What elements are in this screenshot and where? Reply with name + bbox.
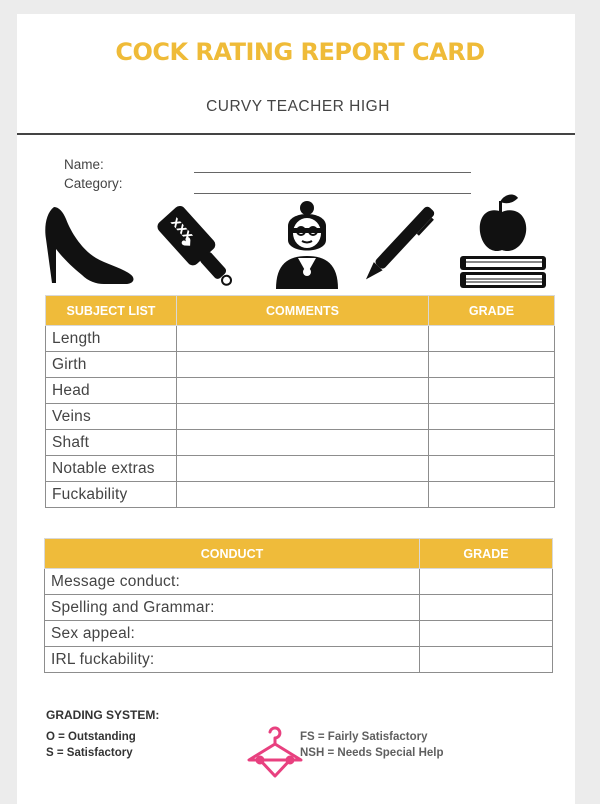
table-row [45, 595, 553, 621]
grade-fairly-satisfactory: FS = Fairly Satisfactory [300, 731, 428, 743]
grade-cell[interactable] [420, 595, 553, 621]
subject-header: SUBJECT LIST [46, 296, 177, 326]
table-row [46, 430, 555, 456]
table-row [45, 569, 553, 595]
table-row [46, 404, 555, 430]
table-row [45, 647, 553, 673]
page-title: COCK RATING REPORT CARD [115, 38, 485, 66]
grade-cell[interactable] [429, 456, 555, 482]
subject-cell: Girth [46, 352, 177, 378]
grade-cell[interactable] [429, 326, 555, 352]
subject-cell: Shaft [46, 430, 177, 456]
comment-cell[interactable] [177, 404, 429, 430]
subject-cell: Length [46, 326, 177, 352]
grade-satisfactory: S = Satisfactory [46, 747, 133, 759]
comment-cell[interactable] [177, 430, 429, 456]
conduct-header: CONDUCT [45, 539, 420, 569]
paddle-text: XXX [168, 215, 195, 244]
teacher-icon [274, 200, 338, 290]
grade-cell[interactable] [429, 430, 555, 456]
high-heel-icon [42, 205, 136, 289]
subject-table [45, 295, 555, 508]
grade-header: GRADE [429, 296, 555, 326]
comments-header: COMMENTS [177, 296, 429, 326]
conduct-cell: Message conduct: [45, 569, 420, 595]
category-label: Category: [64, 176, 123, 191]
conduct-cell: Sex appeal: [45, 621, 420, 647]
table-row [46, 352, 555, 378]
grade-needs-special-help: NSH = Needs Special Help [300, 747, 444, 759]
comment-cell[interactable] [177, 482, 429, 508]
table-row [46, 326, 555, 352]
grade-cell[interactable] [420, 647, 553, 673]
grade-cell[interactable] [420, 569, 553, 595]
grading-title: GRADING SYSTEM: [46, 708, 160, 722]
conduct-cell: IRL fuckability: [45, 647, 420, 673]
subject-cell: Notable extras [46, 456, 177, 482]
conduct-grade-header: GRADE [420, 539, 553, 569]
grade-cell[interactable] [429, 378, 555, 404]
comment-cell[interactable] [177, 456, 429, 482]
table-row [46, 482, 555, 508]
grade-cell[interactable] [429, 482, 555, 508]
apple-books-icon [458, 192, 548, 294]
category-field-line [194, 193, 471, 194]
table-row [46, 378, 555, 404]
conduct-table [44, 538, 553, 673]
table-row [46, 456, 555, 482]
grade-cell[interactable] [429, 352, 555, 378]
paddle-icon [152, 200, 242, 298]
comment-cell[interactable] [177, 326, 429, 352]
subject-cell: Fuckability [46, 482, 177, 508]
grade-cell[interactable] [420, 621, 553, 647]
conduct-cell: Spelling and Grammar: [45, 595, 420, 621]
comment-cell[interactable] [177, 378, 429, 404]
comment-cell[interactable] [177, 352, 429, 378]
grade-outstanding: O = Outstanding [46, 731, 136, 743]
grade-cell[interactable] [429, 404, 555, 430]
subject-cell: Veins [46, 404, 177, 430]
name-label: Name: [64, 157, 104, 172]
pen-icon [352, 200, 444, 290]
name-field-line [194, 172, 471, 173]
hanger-logo-icon [244, 720, 306, 780]
subject-cell: Head [46, 378, 177, 404]
table-row [45, 621, 553, 647]
page-subtitle: CURVY TEACHER HIGH [206, 98, 390, 115]
header-divider [17, 133, 575, 135]
